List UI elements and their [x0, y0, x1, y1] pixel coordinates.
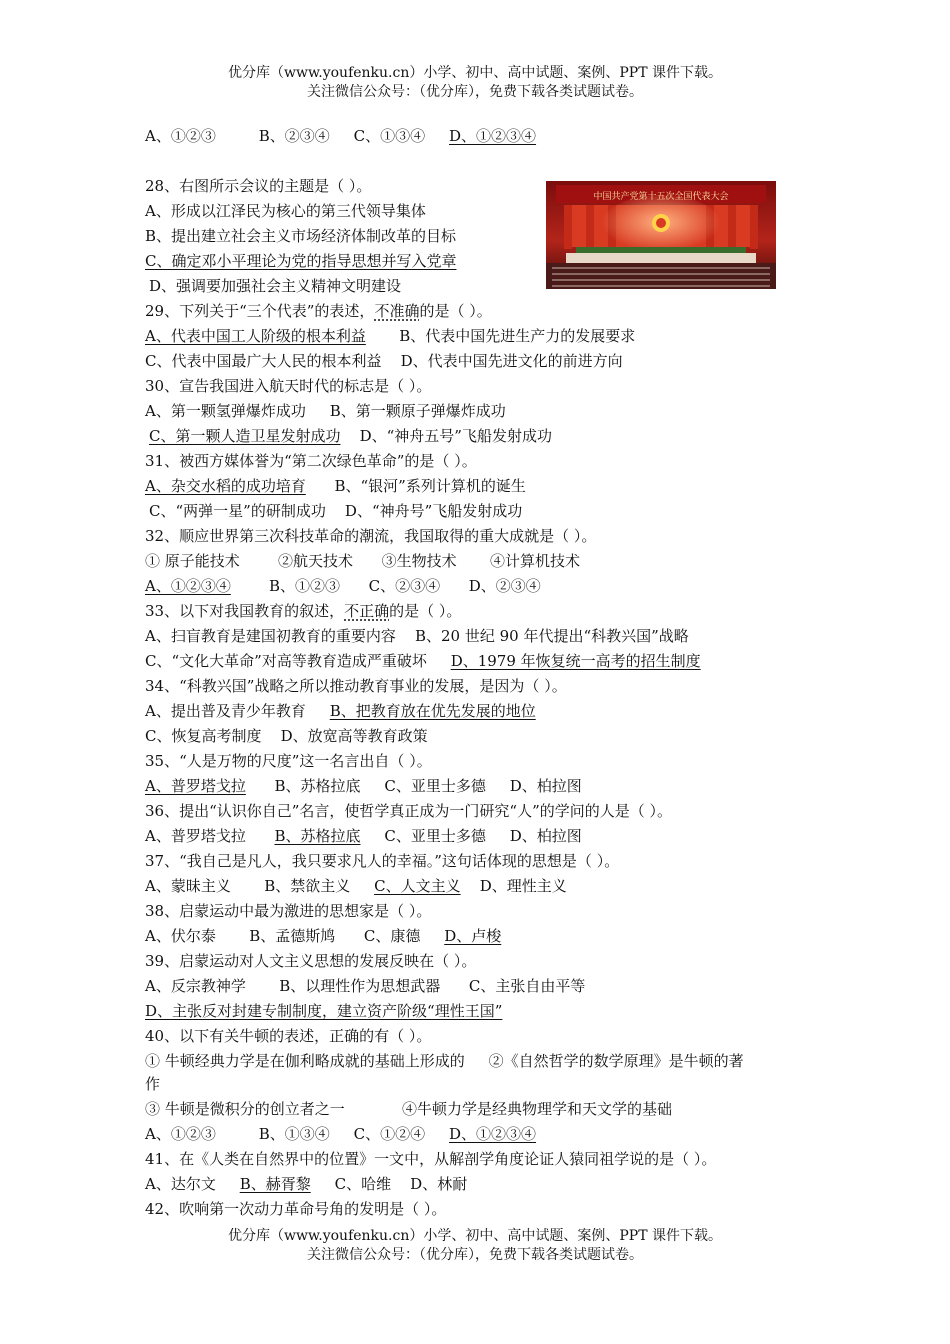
- q41-option-a: A、达尔文: [145, 1175, 216, 1193]
- q32-item-3: ③生物技术: [381, 552, 457, 570]
- q37-option-b: B、禁欲主义: [264, 877, 351, 895]
- q34-options-row-2: [145, 725, 428, 747]
- q33-option-a: A、扫盲教育是建国初教育的重要内容: [145, 627, 396, 645]
- q30-option-d: D、“神舟五号”飞船发射成功: [359, 427, 552, 445]
- q40-item-3: ③ 牛顿是微积分的创立者之一: [145, 1100, 345, 1118]
- q27-option-c: C、①③④: [353, 127, 426, 145]
- q30-stem: 30、宣告我国进入航天时代的标志是（ ）。: [145, 377, 432, 395]
- q39-options-row-1: [145, 975, 585, 997]
- q37-option-d: D、理性主义: [479, 877, 567, 895]
- q34-option-b-answer: B、把教育放在优先发展的地位: [329, 702, 536, 720]
- q33-options-row-2: [145, 650, 701, 672]
- header-line-2: 关注微信公众号：（优分库），免费下载各类试题试卷。: [307, 84, 643, 100]
- q33-stem-post: 的是（ ）。: [389, 602, 462, 620]
- q36-option-b-answer: B、苏格拉底: [274, 827, 361, 845]
- q27-option-a: A、①②③: [145, 127, 216, 145]
- q28-option-b: B、提出建立社会主义市场经济体制改革的目标: [145, 227, 457, 245]
- q36-option-c: C、亚里士多德: [384, 827, 486, 845]
- q31-options-row-2: [149, 500, 522, 522]
- q29-option-b: B、代表中国先进生产力的发展要求: [399, 327, 636, 345]
- q29-stem-emphasis: 不准确: [374, 302, 420, 320]
- page-footer: [0, 1227, 950, 1265]
- q39-stem: 39、启蒙运动对人文主义思想的发展反映在（ ）。: [145, 952, 477, 970]
- q34-option-c: C、恢复高考制度: [145, 727, 262, 745]
- q32-item-1: ① 原子能技术: [145, 552, 240, 570]
- q38-option-b: B、孟德斯鸠: [249, 927, 336, 945]
- q41-option-d: D、林耐: [410, 1175, 468, 1193]
- q32-items: [145, 550, 580, 572]
- q39-option-c: C、主张自由平等: [468, 977, 586, 995]
- q35-option-d: D、柏拉图: [509, 777, 582, 795]
- q42-stem: 42、吹响第一次动力革命号角的发明是（ ）。: [145, 1200, 447, 1218]
- q28-stem: 28、右图所示会议的主题是（ ）。: [145, 177, 372, 195]
- q41-option-c: C、哈维: [334, 1175, 392, 1193]
- q37-options: [145, 875, 567, 897]
- q32-stem: 32、顺应世界第三次科技革命的潮流，我国取得的重大成就是（ ）。: [145, 527, 597, 545]
- q30-option-b: B、第一颗原子弹爆炸成功: [329, 402, 506, 420]
- q35-options: [145, 775, 582, 797]
- q36-option-a: A、普罗塔戈拉: [145, 827, 246, 845]
- q41-stem: 41、在《人类在自然界中的位置》一文中，从解剖学角度论证人猿同祖学说的是（ ）。: [145, 1150, 717, 1168]
- q32-option-a-answer: A、①②③④: [145, 577, 231, 595]
- q34-option-a: A、提出普及青少年教育: [145, 702, 306, 720]
- q30-option-a: A、第一颗氢弹爆炸成功: [145, 402, 306, 420]
- q31-options-row-1: [145, 475, 526, 497]
- q29-options-row-1: [145, 325, 635, 347]
- q32-options: [145, 575, 541, 597]
- q36-stem: 36、提出“认识你自己”名言，使哲学真正成为一门研究“人”的学问的人是（ ）。: [145, 802, 673, 820]
- q32-item-2: ②航天技术: [277, 552, 353, 570]
- q40-item-1: ① 牛顿经典力学是在伽利略成就的基础上形成的: [145, 1052, 465, 1070]
- q38-option-c: C、康德: [363, 927, 421, 945]
- q40-item-2: ②《自然哲学的数学原理》是牛顿的著: [488, 1052, 744, 1070]
- q38-stem: 38、启蒙运动中最为激进的思想家是（ ）。: [145, 902, 432, 920]
- q37-option-a: A、蒙昧主义: [145, 877, 231, 895]
- q31-option-a-answer: A、杂交水稻的成功培育: [145, 477, 306, 495]
- q33-option-b: B、20 世纪 90 年代提出“科教兴国”战略: [414, 627, 689, 645]
- q34-options-row-1: [145, 700, 536, 722]
- footer-line-1: 优分库（www.youfenku.cn）小学、初中、高中试题、案例、PPT 课件下载。: [227, 1228, 722, 1244]
- q41-option-b-answer: B、赫胥黎: [239, 1175, 311, 1193]
- q29-stem: [145, 300, 492, 322]
- q28-option-c-answer: C、确定邓小平理论为党的指导思想并写入党章: [145, 252, 457, 270]
- page-header: [0, 64, 950, 102]
- footer-line-2: 关注微信公众号：（优分库），免费下载各类试题试卷。: [307, 1247, 643, 1263]
- photo-banner-text: 中国共产党第十五次全国代表大会: [593, 192, 729, 202]
- q32-item-4: ④计算机技术: [490, 552, 581, 570]
- q35-option-b: B、苏格拉底: [274, 777, 361, 795]
- q39-option-d-answer: D、主张反对封建专制制度，建立资产阶级“理性王国”: [145, 1002, 503, 1020]
- q32-option-c: C、②③④: [368, 577, 441, 595]
- q33-stem-emphasis: 不正确: [344, 602, 390, 620]
- q29-options-row-2: [145, 350, 623, 372]
- q27-option-b: B、②③④: [258, 127, 330, 145]
- q38-options: [145, 925, 501, 947]
- q27-option-d-answer: D、①②③④: [449, 127, 537, 145]
- q41-options: [145, 1173, 467, 1195]
- q30-options-row-1: [145, 400, 506, 422]
- q35-option-c: C、亚里士多德: [384, 777, 486, 795]
- q29-option-a-answer: A、代表中国工人阶级的根本利益: [145, 327, 366, 345]
- q32-option-d: D、②③④: [468, 577, 541, 595]
- q40-option-a: A、①②③: [145, 1125, 216, 1143]
- q39-option-b: B、以理性作为思想武器: [279, 977, 441, 995]
- q38-option-a: A、伏尔泰: [145, 927, 216, 945]
- q30-option-c-answer: C、第一颗人造卫星发射成功: [149, 427, 341, 445]
- q28-option-d: D、强调要加强社会主义精神文明建设: [149, 277, 402, 295]
- q40-item-2-continued: 作: [145, 1075, 161, 1093]
- q29-option-c: C、代表中国最广大人民的根本利益: [145, 352, 382, 370]
- q31-option-b: B、“银河”系列计算机的诞生: [334, 477, 526, 495]
- q39-option-a: A、反宗教神学: [145, 977, 246, 995]
- q37-stem: 37、“我自己是凡人，我只要求凡人的幸福。”这句话体现的思想是（ ）。: [145, 852, 620, 870]
- q31-option-d: D、“神舟号”飞船发射成功: [344, 502, 523, 520]
- q40-option-c: C、①②④: [353, 1125, 426, 1143]
- q33-stem: [145, 600, 461, 622]
- q40-items-row-2: [145, 1098, 672, 1120]
- q40-options: [145, 1123, 536, 1145]
- congress-photo: [546, 181, 776, 289]
- q27-options: [145, 125, 536, 147]
- q40-stem: 40、以下有关牛顿的表述，正确的有（ ）。: [145, 1027, 432, 1045]
- q31-option-c: C、“两弹一星”的研制成功: [149, 502, 326, 520]
- q32-option-b: B、①②③: [269, 577, 341, 595]
- q36-options: [145, 825, 582, 847]
- q30-options-row-2: [149, 425, 552, 447]
- q35-stem: 35、“人是万物的尺度”这一名言出自（ ）。: [145, 752, 432, 770]
- q29-stem-pre: 29、下列关于“三个代表”的表述，: [145, 302, 375, 320]
- q28-option-a: A、形成以江泽民为核心的第三代领导集体: [145, 202, 426, 220]
- q37-option-c-answer: C、人文主义: [374, 877, 461, 895]
- q40-item-4: ④牛顿力学是经典物理学和天文学的基础: [402, 1100, 673, 1118]
- q33-stem-pre: 33、以下对我国教育的叙述，: [145, 602, 345, 620]
- q40-option-d-answer: D、①②③④: [449, 1125, 537, 1143]
- q34-stem: 34、“科教兴国”战略之所以推动教育事业的发展，是因为（ ）。: [145, 677, 567, 695]
- q31-stem: 31、被西方媒体誉为“第二次绿色革命”的是（ ）。: [145, 452, 477, 470]
- q34-option-d: D、放宽高等教育政策: [280, 727, 428, 745]
- q29-option-d: D、代表中国先进文化的前进方向: [400, 352, 623, 370]
- q33-option-d-answer: D、1979 年恢复统一高考的招生制度: [450, 652, 701, 670]
- header-line-1: 优分库（www.youfenku.cn）小学、初中、高中试题、案例、PPT 课件下载。: [227, 65, 722, 81]
- q29-stem-post: 的是（ ）。: [419, 302, 492, 320]
- q40-option-b: B、①③④: [258, 1125, 330, 1143]
- q38-option-d-answer: D、卢梭: [444, 927, 502, 945]
- q35-option-a-answer: A、普罗塔戈拉: [145, 777, 246, 795]
- q33-options-row-1: [145, 625, 689, 647]
- q40-items-row-1: [145, 1050, 744, 1072]
- q36-option-d: D、柏拉图: [509, 827, 582, 845]
- q33-option-c: C、“文化大革命”对高等教育造成严重破坏: [145, 652, 427, 670]
